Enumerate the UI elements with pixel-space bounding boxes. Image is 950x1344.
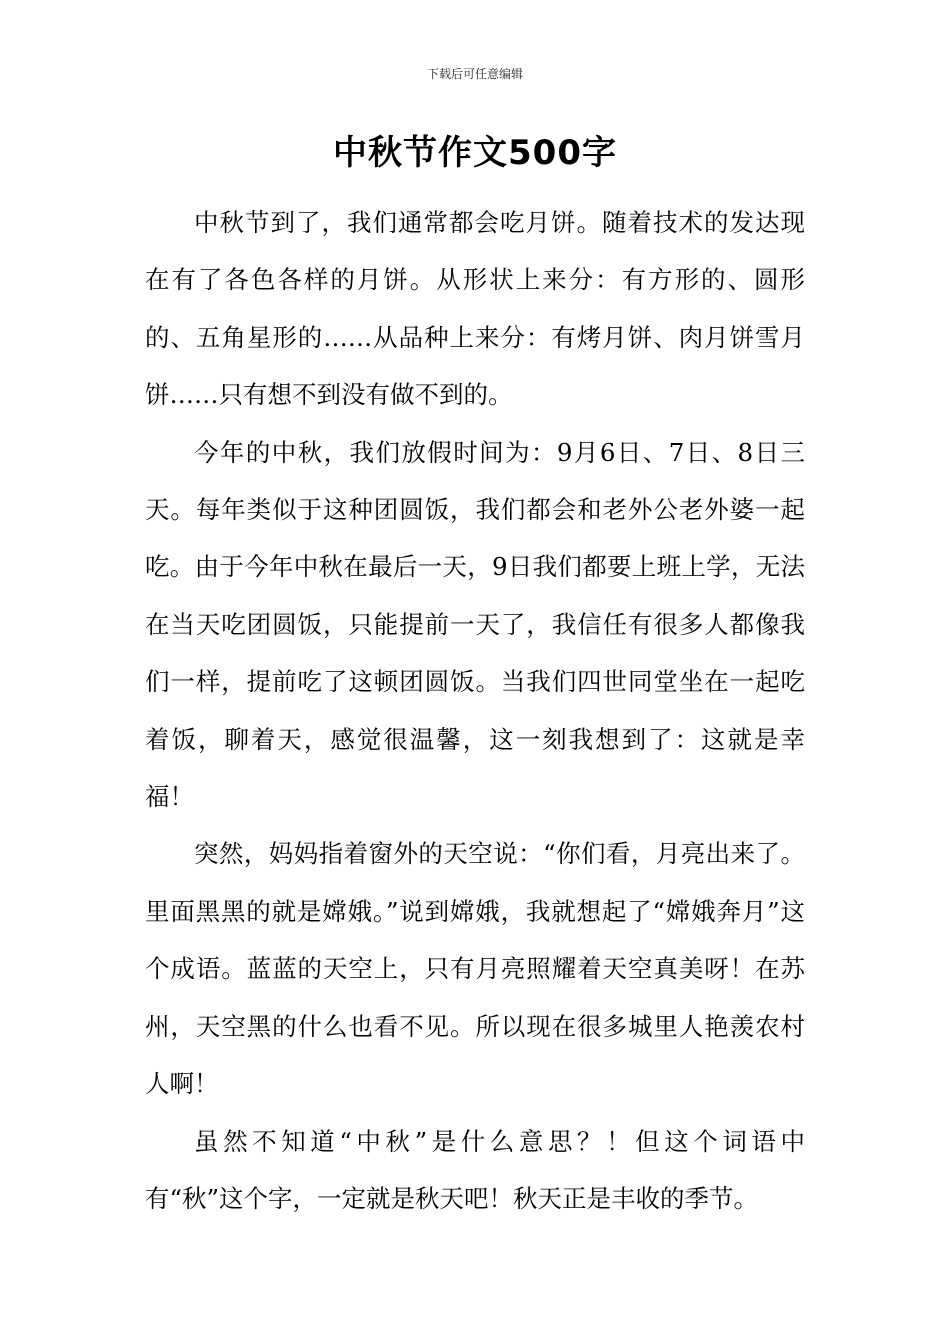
document-body xyxy=(145,194,805,1227)
paragraph: 中秋节到了，我们通常都会吃月饼。随着技术的发达现在有了各色各样的月饼。从形状上来分：有方形的、圆形的、五角星形的……从品种上来分：有烤月饼、肉月饼雪月饼……只有想不到没有做不到的。 xyxy=(145,208,805,410)
paragraph: 突然，妈妈指着窗外的天空说：“你们看，月亮出来了。里面黑黑的就是嫦娥。”说到嫦娥，我就想起了“嫦娥奔月”这个成语。蓝蓝的天空上，只有月亮照耀着天空真美呀！在苏州，天空黑的什么也看不见。所以现在很多城里人艳羡农村人啊！ xyxy=(145,839,805,1099)
header-note: 下载后可任意编辑 xyxy=(426,67,523,81)
paragraph: 虽然不知道“中秋”是什么意思？！但这个词语中有“秋”这个字，一定就是秋天吧！秋天正是丰收的季节。 xyxy=(145,1126,805,1213)
paragraph: 今年的中秋，我们放假时间为：9月6日、7日、8日三天。每年类似于这种团圆饭，我们都会和老外公老外婆一起吃。由于今年中秋在最后一天，9日我们都要上班上学，无法在当天吃团圆饭，只能提前一天了，我信任有很多人都像我们一样，提前吃了这顿团圆饭。当我们四世同堂坐在一起吃着饭，聊着天，感觉很温馨，这一刻我想到了：这就是幸福！ xyxy=(145,437,805,812)
document-title: 中秋节作文500字 xyxy=(333,133,617,173)
